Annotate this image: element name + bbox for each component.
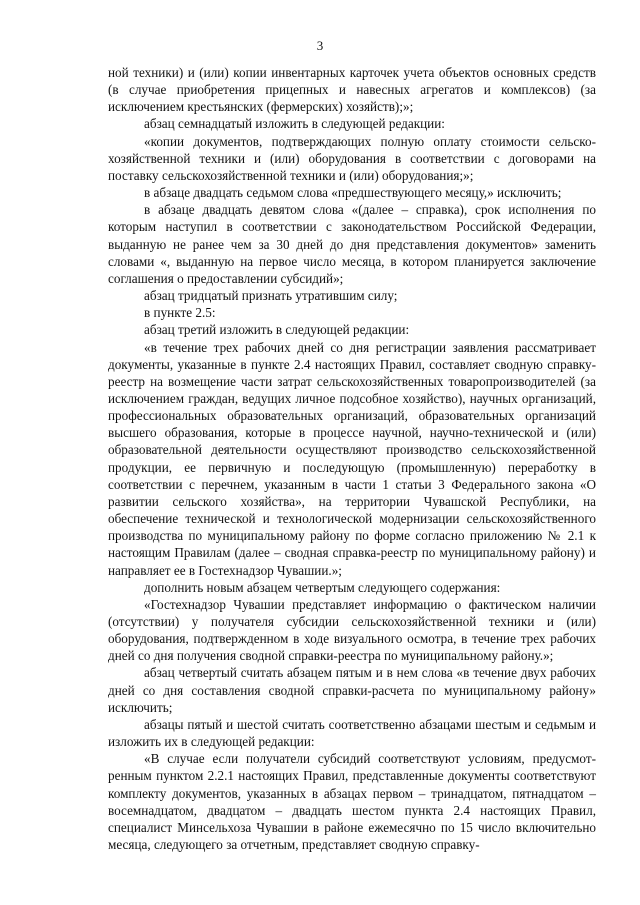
paragraph: «копии документов, подтверждающих полную оплату стоимости сельскохозяйственной техники и (или) оборудования в соответствии с договорами на поставку сельскохозяйственной техники и (или) оборудования;»; bbox=[108, 133, 596, 183]
paragraph: абзац третий изложить в следующей редакции: bbox=[144, 322, 410, 338]
paragraph: в абзаце двадцать седьмом слова «предшествующего месяцу,» исключить; bbox=[144, 185, 562, 201]
paragraph: дополнить новым абзацем четвертым следующего содержания: bbox=[144, 579, 501, 595]
paragraph: в абзаце двадцать девятом слова «(далее – справка), срок исполнения по которым наступил в соответствии с законодательством Российской Федерации, выданную не ранее чем за 30 дней до дня представления документов» заменить словами «, выданную на первое число месяца, в котором планируется заключение соглашения о предоставлении субсидий»; bbox=[108, 202, 596, 286]
paragraph: ной техники) и (или) копии инвентарных карточек учета объектов основных средств (в случае приобретения прицепных и навесных агрегатов и комплексов) (за исключением крестьянских (фермерских) хозяйств);»; bbox=[108, 65, 596, 115]
document-body bbox=[108, 64, 596, 853]
paragraph: абзац тридцатый признать утратившим силу; bbox=[144, 288, 398, 304]
paragraph: абзацы пятый и шестой считать соответственно абзацами шестым и седьмым и изложить их в следующей редакции: bbox=[108, 716, 596, 750]
paragraph: «в течение трех рабочих дней со дня регистрации заявления рассматривает документы, указанные в пункте 2.4 настоящих Правил, составляет сводную справку-реестр на возмещение части затрат сельскохозяйственных товаропроизводителей (за исключением граждан, ведущих личное подсобное хозяйство), научных организаций, профессиональных образовательных организаций, образовательных организаций высшего образования, которые в процессе научной, научно-технической и (или) образовательной деятельности осуществляют производство сельскохозяйственной продукции, ее первичную и последующую (промышленную) переработку в соответствии с перечнем, указанным в части 1 статьи 3 Федерального закона «О развитии сельского хозяйства», на территории Чувашской Республики, на обеспечение технической и технологической модернизации сельскохозяйственного производства по муниципальному району по форме согласно приложению № 2.1 к настоящим Правилам (далее – сводная справка-реестр по муниципальному району) и направляет ее в Гостехнадзор Чувашии.»; bbox=[108, 339, 596, 578]
paragraph: «Гостехнадзор Чувашии представляет информацию о фактическом наличии (отсутствии) у получателя субсидии сельскохозяйственной техники и (или) оборудования, подтвержденном в ходе визуального осмотра, в течение трех рабочих дней со дня получения сводной справки-реестра по муниципальному району.»; bbox=[108, 596, 596, 664]
paragraph: «В случае если получатели субсидий соответствуют условиям, предусмотренным пунктом 2.2.1 настоящих Правил, представленные документы соответствуют комплекту документов, указанных в абзацах первом – тринадцатом, пятнадцатом – восемнадцатом, двадцатом – двадцать шестом пункта 2.4 настоящих Правил, специалист Минсельхоза Чувашии в районе ежемесячно по 15 число включительно месяца, следующего за отчетным, представляет сводную справку- bbox=[108, 751, 596, 853]
paragraph: абзац семнадцатый изложить в следующей редакции: bbox=[144, 116, 445, 132]
paragraph: в пункте 2.5: bbox=[144, 305, 216, 321]
page-number: 3 bbox=[316, 38, 324, 53]
paragraph: абзац четвертый считать абзацем пятым и в нем слова «в течение двух рабочих дней со дня составления сводной справки-расчета по муниципальному району» исключить; bbox=[108, 665, 596, 715]
